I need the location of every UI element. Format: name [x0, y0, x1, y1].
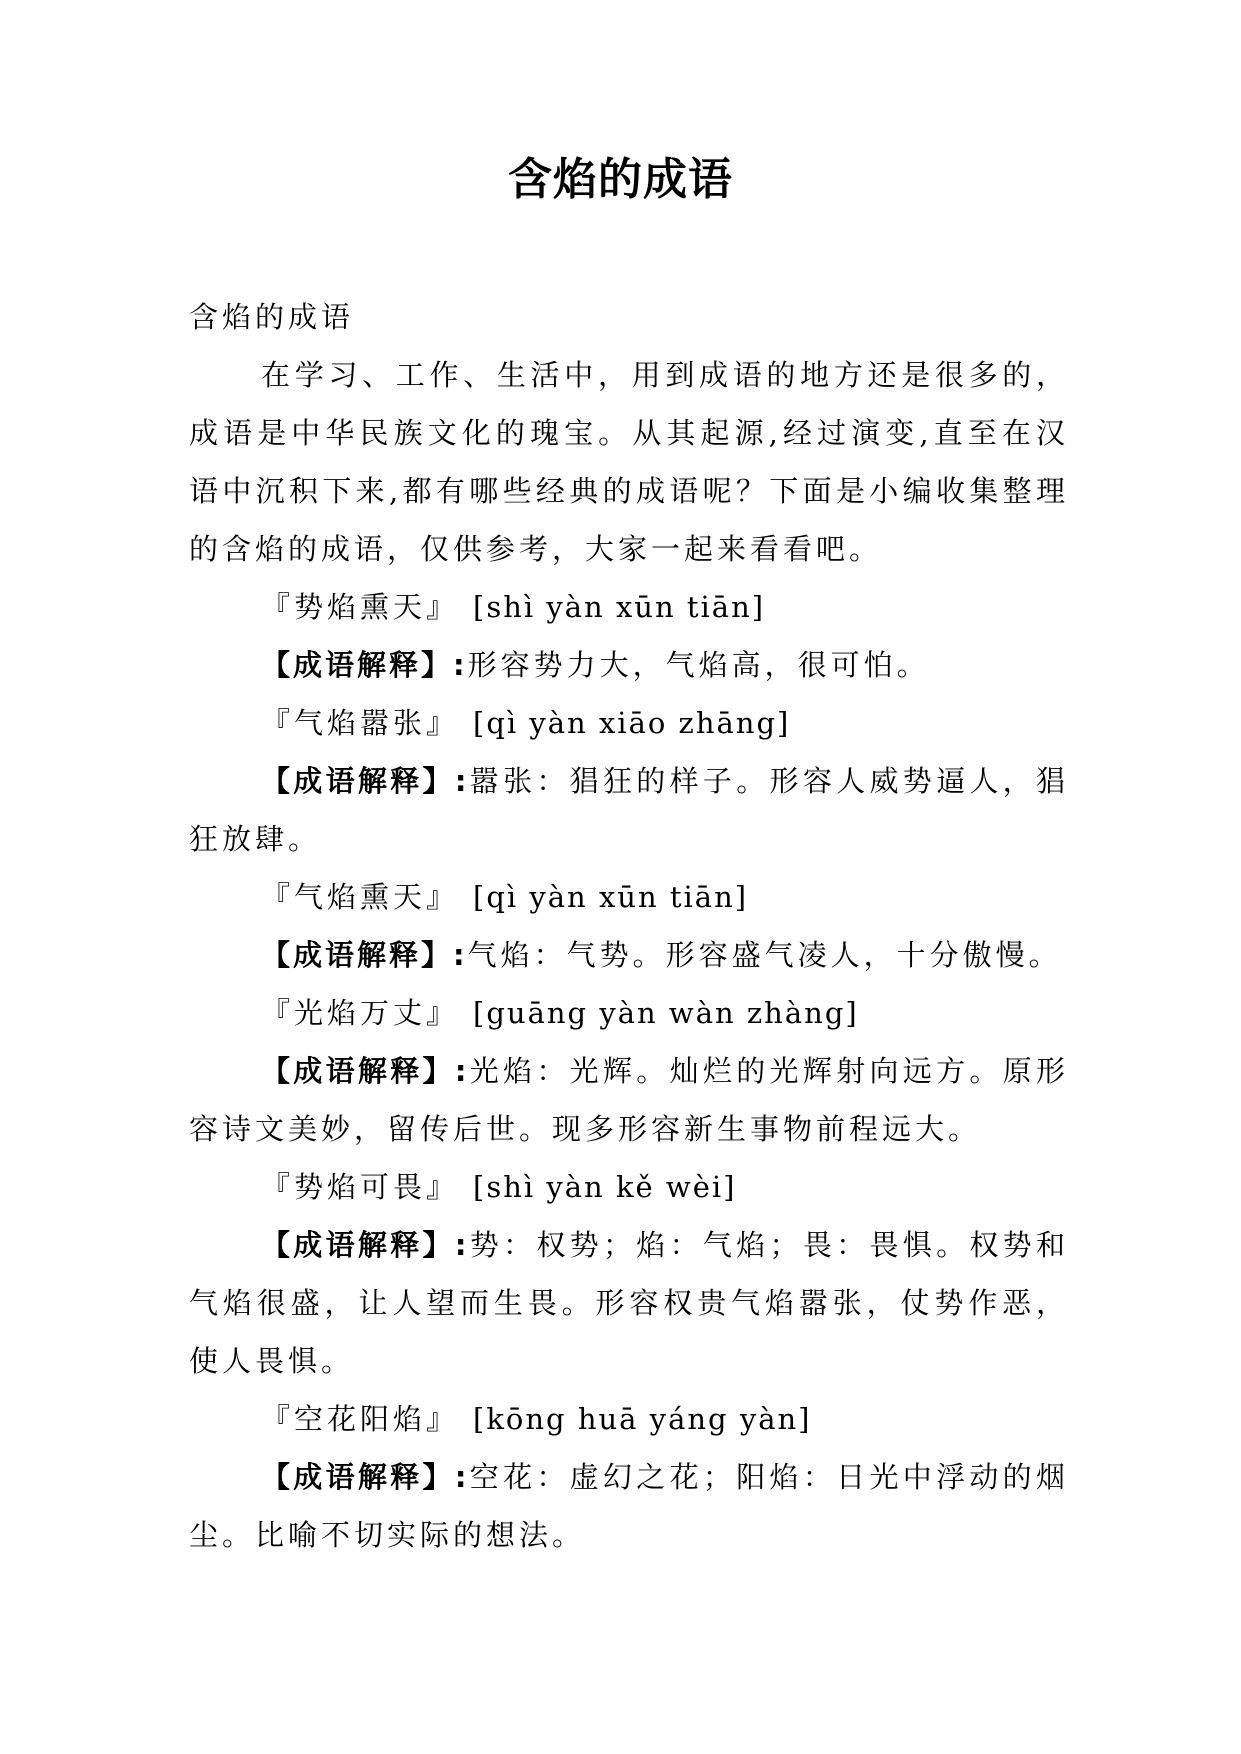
idiom-explanation	[189, 752, 1069, 868]
idiom-name: 『气焰熏天』	[261, 880, 460, 914]
idiom-pinyin: [guāng yàn wàn zhàng]	[473, 996, 859, 1030]
idiom-name: 『空花阳焰』	[261, 1402, 460, 1436]
idiom-name: 『光焰万丈』	[261, 996, 460, 1030]
idiom-pinyin: [kōng huā yáng yàn]	[473, 1402, 812, 1436]
explanation-text: 气焰：气势。形容盛气凌人，十分傲慢。	[467, 938, 1062, 972]
page-title: 含焰的成语	[508, 154, 733, 205]
idiom-explanation	[189, 636, 1069, 694]
idiom-explanation	[189, 926, 1069, 984]
idiom-heading	[189, 694, 1069, 752]
idiom-heading	[189, 1158, 1069, 1216]
idiom-heading	[189, 984, 1069, 1042]
explanation-label: 【成语解释】:	[261, 1054, 470, 1088]
explanation-text: 空花：虚幻之花；阳焰：日光中浮动的烟尘。比喻不切实际的想法。	[189, 1460, 1069, 1552]
idiom-heading	[189, 868, 1069, 926]
document-body	[189, 288, 1069, 1564]
explanation-label: 【成语解释】:	[261, 648, 468, 682]
explanation-label: 【成语解释】:	[261, 1460, 470, 1494]
explanation-label: 【成语解释】:	[261, 764, 470, 798]
idiom-name: 『势焰可畏』	[261, 1170, 460, 1204]
explanation-text: 嚣张：猖狂的样子。形容人威势逼人，猖狂放肆。	[189, 764, 1069, 856]
idiom-pinyin: [qì yàn xūn tiān]	[473, 880, 749, 914]
explanation-text: 势：权势；焰：气焰；畏：畏惧。权势和气焰很盛，让人望而生畏。形容权贵气焰嚣张，仗势作恶，使人畏惧。	[189, 1228, 1069, 1378]
idiom-pinyin: [shì yàn xūn tiān]	[473, 590, 766, 624]
subtitle: 含焰的成语	[189, 300, 355, 334]
idiom-explanation	[189, 1448, 1069, 1564]
explanation-label: 【成语解释】:	[261, 938, 468, 972]
explanation-label: 【成语解释】:	[261, 1228, 470, 1262]
idiom-name: 『势焰熏天』	[261, 590, 460, 624]
explanation-text: 形容势力大，气焰高，很可怕。	[467, 648, 930, 682]
idiom-explanation	[189, 1042, 1069, 1158]
intro-paragraph: 在学习、工作、生活中，用到成语的地方还是很多的，成语是中华民族文化的瑰宝。从其起源,经过演变,直至在汉语中沉积下来,都有哪些经典的成语呢？下面是小编收集整理的含焰的成语，仅供参考，大家一起来看看吧。	[189, 358, 1069, 566]
idiom-pinyin: [shì yàn kě wèi]	[473, 1170, 737, 1204]
idiom-explanation	[189, 1216, 1069, 1390]
idiom-heading	[189, 578, 1069, 636]
idiom-pinyin: [qì yàn xiāo zhāng]	[473, 706, 791, 740]
explanation-text: 光焰：光辉。灿烂的光辉射向远方。原形容诗文美妙，留传后世。现多形容新生事物前程远大。	[189, 1054, 1069, 1146]
idiom-name: 『气焰嚣张』	[261, 706, 460, 740]
idiom-heading	[189, 1390, 1069, 1448]
